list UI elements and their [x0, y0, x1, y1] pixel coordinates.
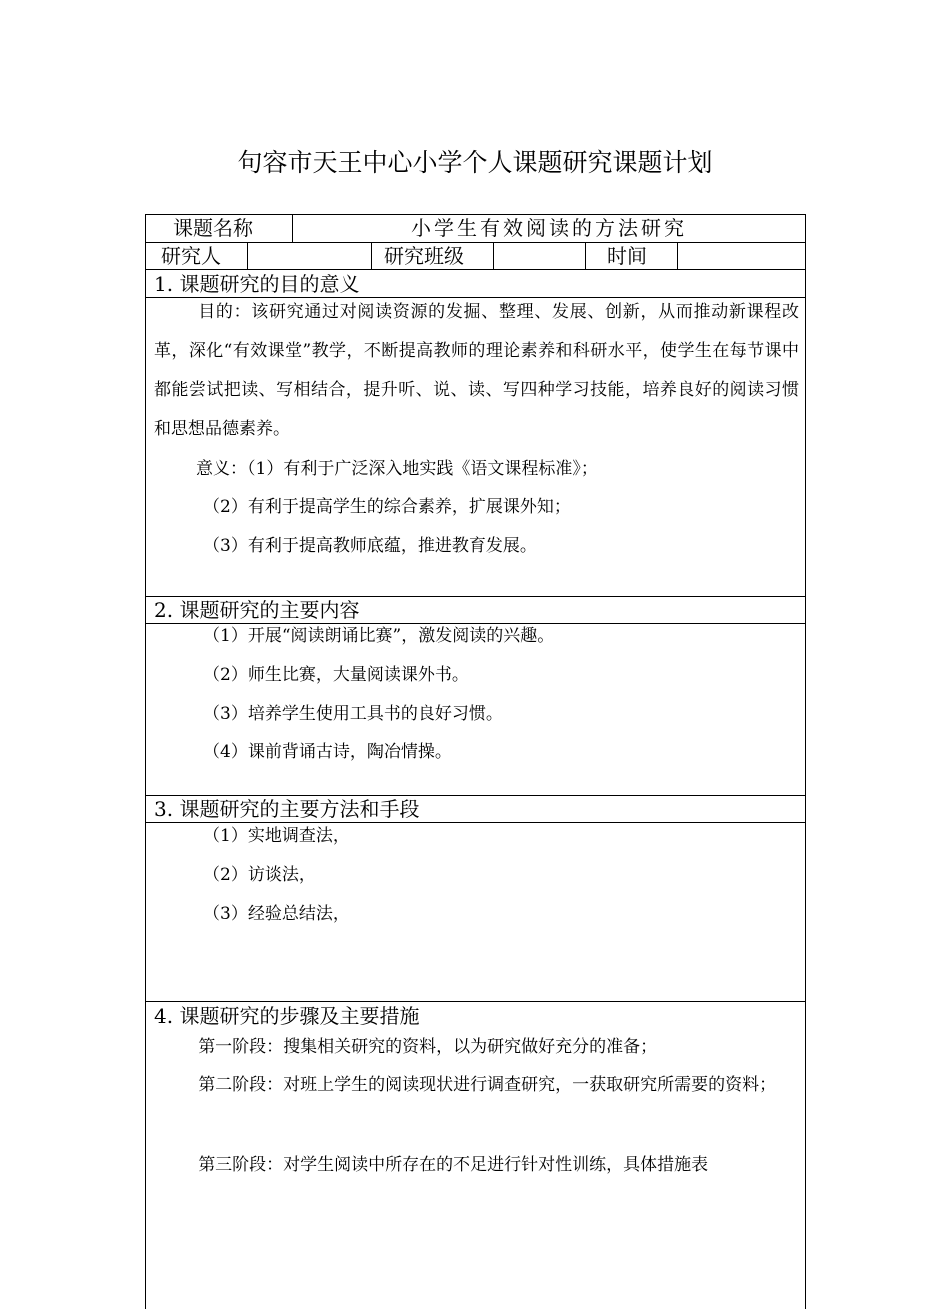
section-3-item-1: （1）实地调查法， [203, 826, 350, 846]
section-1-meaning-1: 意义：（1）有利于广泛深入地实践《语文课程标准》； [196, 459, 598, 479]
document-title: 句容市天王中心小学个人课题研究课题计划 [237, 148, 713, 177]
researcher-label: 研究人 [161, 244, 221, 268]
section-3-item-3: （3）经验总结法， [203, 904, 350, 924]
section-2-item-1: （1）开展“阅读朗诵比赛”，激发阅读的兴趣。 [203, 626, 555, 646]
plan-table [145, 214, 806, 1309]
section-2-item-4: （4）课前背诵古诗，陶冶情操。 [203, 742, 452, 762]
column-divider [677, 243, 678, 269]
section-1-heading: 1. 课题研究的目的意义 [154, 272, 360, 296]
section-4-heading: 4. 课题研究的步骤及主要措施 [154, 1004, 420, 1028]
time-label: 时间 [607, 244, 647, 268]
section-1-purpose: 目的：该研究通过对阅读资源的发掘、整理、发展、创新，从而推动新课程改革，深化“有效课堂”教学，不断提高教师的理论素养和科研水平，使学生在每节课中都能尝试把读、写相结合，提升听、说、读、写四种学习技能，培养良好的阅读习惯和思想品德素养。 [154, 302, 799, 439]
class-label: 研究班级 [384, 244, 464, 268]
section-1-meaning-3: （3）有利于提高教师底蕴，推进教育发展。 [203, 536, 537, 556]
section-4-stage-1: 第一阶段：搜集相关研究的资料，以为研究做好充分的准备； [198, 1037, 658, 1057]
column-divider [493, 243, 494, 269]
topic-label: 课题名称 [173, 216, 253, 240]
section-2-item-3: （3）培养学生使用工具书的良好习惯。 [203, 704, 503, 724]
section-2-heading: 2. 课题研究的主要内容 [154, 598, 360, 622]
section-3-item-2: （2）访谈法， [203, 865, 316, 885]
row-divider [146, 269, 805, 270]
section-2-item-2: （2）师生比赛，大量阅读课外书。 [203, 665, 469, 685]
row-divider [146, 1001, 805, 1002]
section-1-meaning-2: （2）有利于提高学生的综合素养，扩展课外知； [203, 497, 571, 517]
column-divider [585, 243, 586, 269]
row-divider [146, 242, 805, 243]
topic-value: 小学生有效阅读的方法研究 [411, 216, 687, 240]
section-3-heading: 3. 课题研究的主要方法和手段 [154, 797, 420, 821]
section-4-stage-3: 第三阶段：对学生阅读中所存在的不足进行针对性训练，具体措施表 [198, 1155, 709, 1175]
section-4-stage-2: 第二阶段：对班上学生的阅读现状进行调查研究，一获取研究所需要的资料； [198, 1075, 777, 1095]
column-divider [371, 243, 372, 269]
column-divider [247, 243, 248, 269]
